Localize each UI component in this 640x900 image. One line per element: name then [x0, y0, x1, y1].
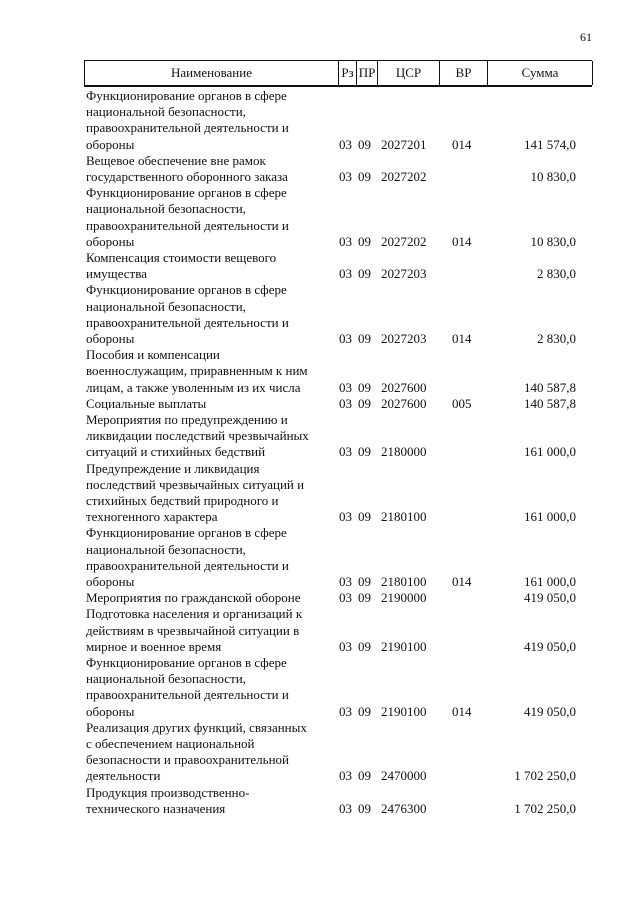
row-vr: 014 — [452, 703, 472, 719]
row-name: Мероприятия по гражданской обороне — [86, 590, 301, 606]
row-pr: 09 — [358, 379, 371, 395]
row-csr: 2027203 — [381, 266, 427, 282]
row-rz: 03 — [339, 379, 352, 395]
row-vr: 014 — [452, 330, 472, 346]
row-sum: 140 587,8 — [524, 379, 576, 395]
row-pr: 09 — [358, 703, 371, 719]
row-sum: 161 000,0 — [524, 444, 576, 460]
row-pr: 09 — [358, 266, 371, 282]
row-name: Функционирование органов в сфере национальной безопасности, правоохранительной деятельности и обороны — [86, 525, 289, 589]
table-row — [0, 185, 640, 250]
row-name: Функционирование органов в сфере национальной безопасности, правоохранительной деятельности и обороны — [86, 185, 289, 249]
row-csr: 2027202 — [381, 168, 427, 184]
row-pr: 09 — [358, 638, 371, 654]
row-pr: 09 — [358, 136, 371, 152]
row-pr: 09 — [358, 168, 371, 184]
row-rz: 03 — [339, 395, 352, 411]
row-sum: 1 702 250,0 — [514, 768, 576, 784]
row-rz: 03 — [339, 266, 352, 282]
row-csr: 2027201 — [381, 136, 427, 152]
table-body — [0, 88, 640, 817]
row-pr: 09 — [358, 509, 371, 525]
row-sum: 419 050,0 — [524, 590, 576, 606]
table-row — [0, 525, 640, 590]
table-row — [0, 606, 640, 655]
row-csr: 2190100 — [381, 703, 427, 719]
row-pr: 09 — [358, 800, 371, 816]
row-rz: 03 — [339, 444, 352, 460]
row-rz: 03 — [339, 136, 352, 152]
header-vr: ВР — [440, 61, 488, 85]
table-row — [0, 720, 640, 785]
row-name: Реализация других функций, связанных с обеспечением национальной безопасности и правоохранительной деятельности — [86, 719, 307, 784]
table-row — [0, 461, 640, 526]
row-pr: 09 — [358, 768, 371, 784]
row-csr: 2027600 — [381, 395, 427, 411]
row-sum: 140 587,8 — [524, 395, 576, 411]
row-sum: 161 000,0 — [524, 509, 576, 525]
row-rz: 03 — [339, 330, 352, 346]
row-csr: 2180000 — [381, 444, 427, 460]
row-sum: 1 702 250,0 — [514, 800, 576, 816]
row-vr: 014 — [452, 136, 472, 152]
row-sum: 141 574,0 — [524, 136, 576, 152]
row-rz: 03 — [339, 509, 352, 525]
row-rz: 03 — [339, 168, 352, 184]
row-rz: 03 — [339, 703, 352, 719]
row-rz: 03 — [339, 590, 352, 606]
row-csr: 2476300 — [381, 800, 427, 816]
header-rz: Рз — [339, 61, 357, 85]
row-vr: 014 — [452, 233, 472, 249]
row-sum: 10 830,0 — [530, 233, 576, 249]
row-sum: 419 050,0 — [524, 703, 576, 719]
header-pr: ПР — [357, 61, 378, 85]
row-csr: 2190000 — [381, 590, 427, 606]
header-csr: ЦСР — [378, 61, 440, 85]
row-pr: 09 — [358, 395, 371, 411]
row-csr: 2190100 — [381, 638, 427, 654]
row-vr: 005 — [452, 395, 472, 411]
row-pr: 09 — [358, 330, 371, 346]
row-name: Вещевое обеспечение вне рамок государственного оборонного заказа — [86, 152, 288, 184]
table-row — [0, 282, 640, 347]
row-sum: 161 000,0 — [524, 573, 576, 589]
row-pr: 09 — [358, 573, 371, 589]
header-sum: Сумма — [488, 61, 593, 85]
row-name: Мероприятия по предупреждению и ликвидации последствий чрезвычайных ситуаций и стихийных бедствий — [86, 411, 309, 460]
table-row — [0, 590, 640, 606]
page-number: 61 — [580, 30, 592, 44]
table-header — [84, 60, 592, 87]
row-pr: 09 — [358, 444, 371, 460]
row-vr: 014 — [452, 573, 472, 589]
row-name: Компенсация стоимости вещевого имущества — [86, 249, 277, 282]
row-sum: 2 830,0 — [537, 266, 576, 282]
row-name: Подготовка населения и организаций к действиям в чрезвычайной ситуации в мирное и военное время — [86, 606, 303, 654]
table-row — [0, 396, 640, 412]
row-sum: 10 830,0 — [530, 168, 576, 184]
row-rz: 03 — [339, 638, 352, 654]
table-row — [0, 412, 640, 461]
row-name: Функционирование органов в сфере национальной безопасности, правоохранительной деятельности и обороны — [86, 88, 289, 152]
table-row — [0, 153, 640, 185]
row-rz: 03 — [339, 233, 352, 249]
table-row — [0, 785, 640, 817]
table-row — [0, 655, 640, 720]
row-name: Пособия и компенсации военнослужащим, приравненным к ним лицам, а также уволенным из их числа — [86, 347, 308, 395]
row-csr: 2180100 — [381, 573, 427, 589]
row-rz: 03 — [339, 800, 352, 816]
row-name: Функционирование органов в сфере национальной безопасности, правоохранительной деятельности и обороны — [86, 654, 289, 719]
row-csr: 2180100 — [381, 509, 427, 525]
row-sum: 419 050,0 — [524, 638, 576, 654]
row-csr: 2027202 — [381, 233, 427, 249]
row-csr: 2470000 — [381, 768, 427, 784]
row-sum: 2 830,0 — [537, 330, 576, 346]
row-pr: 09 — [358, 590, 371, 606]
row-name: Функционирование органов в сфере национальной безопасности, правоохранительной деятельности и обороны — [86, 282, 289, 346]
table-row — [0, 347, 640, 396]
row-name: Предупреждение и ликвидация последствий чрезвычайных ситуаций и стихийных бедствий природного и техногенного характера — [86, 460, 305, 525]
row-pr: 09 — [358, 233, 371, 249]
table-row — [0, 88, 640, 153]
row-name: Социальные выплаты — [86, 395, 207, 411]
row-name: Продукция производственно- технического назначения — [86, 784, 250, 816]
row-csr: 2027600 — [381, 379, 427, 395]
row-rz: 03 — [339, 573, 352, 589]
row-csr: 2027203 — [381, 330, 427, 346]
header-name: Наименование — [85, 61, 339, 85]
table-row — [0, 250, 640, 282]
row-rz: 03 — [339, 768, 352, 784]
